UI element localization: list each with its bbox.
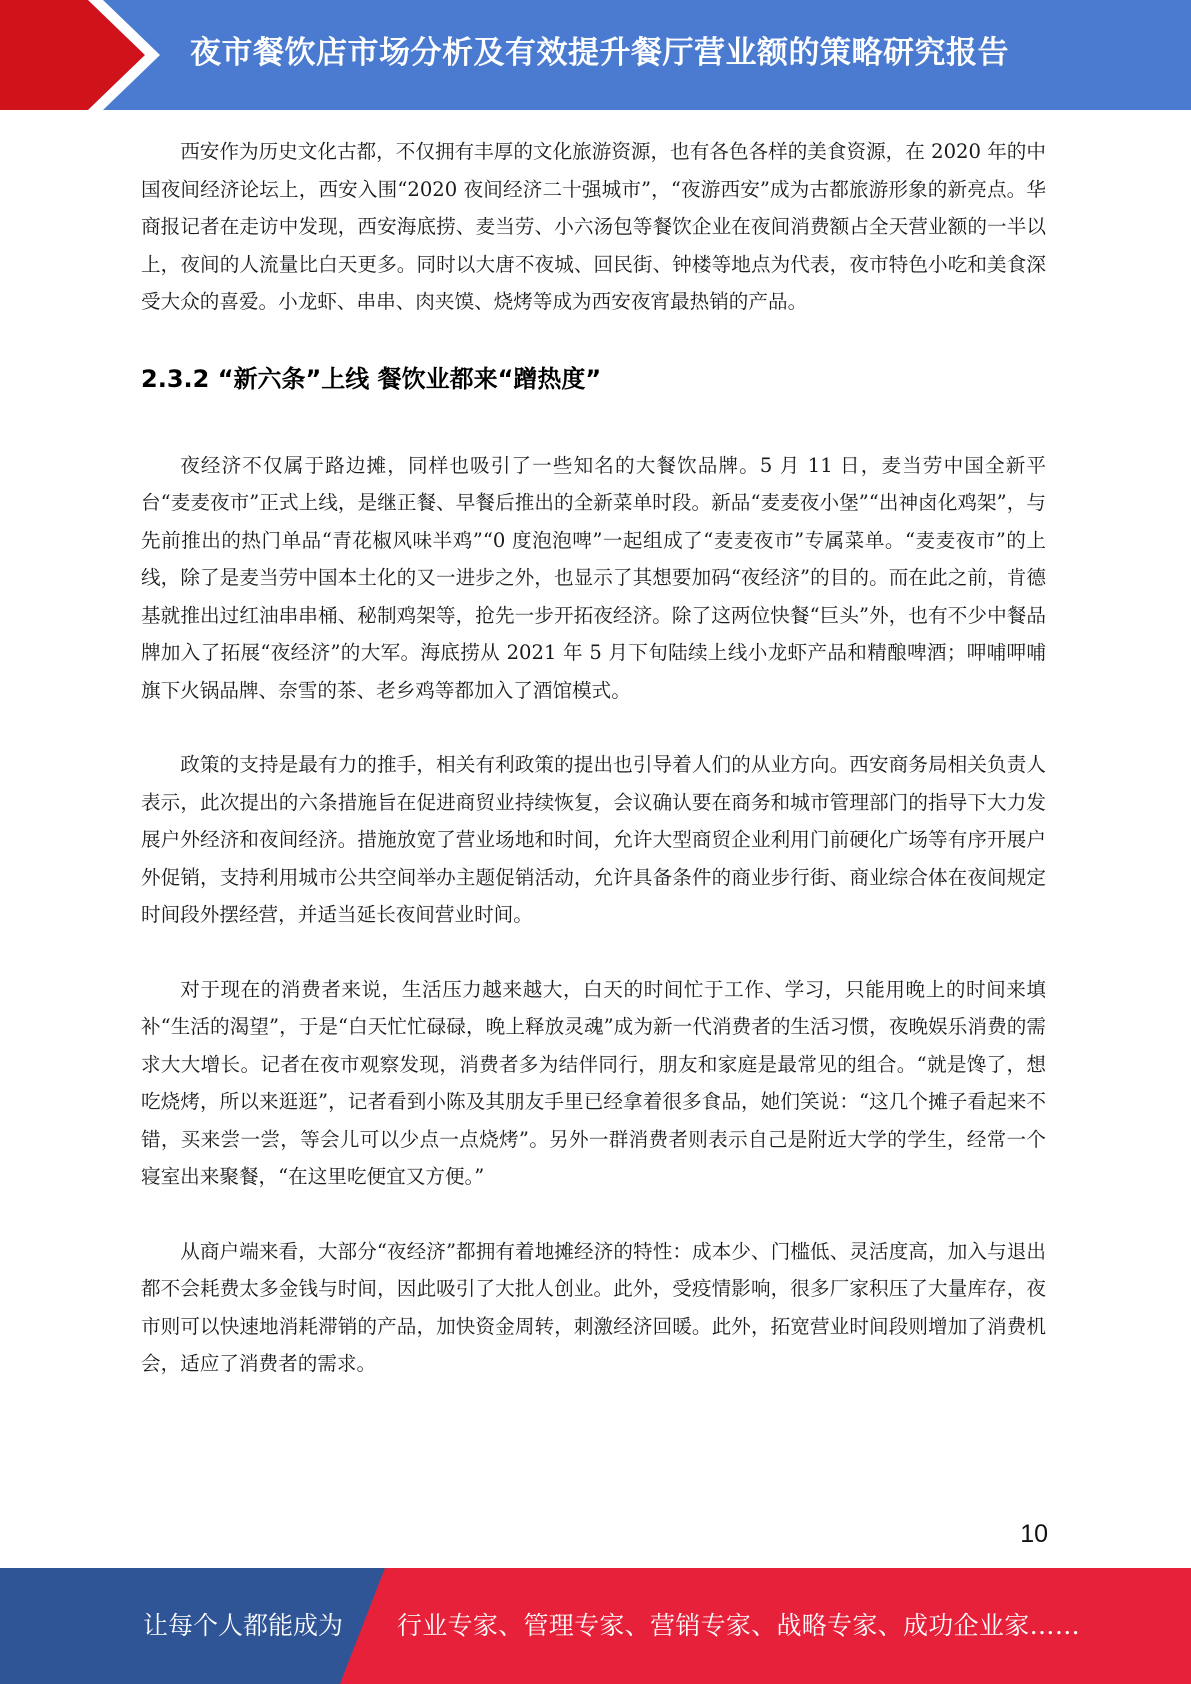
page-content <box>141 133 1046 1383</box>
page-header <box>0 0 1191 110</box>
paragraph-xian-night-economy: 西安作为历史文化古都，不仅拥有丰厚的文化旅游资源，也有各色各样的美食资源，在 2020 年的中国夜间经济论坛上，西安入围“2020 夜间经济二十强城市”，“夜游西安”成为古都旅游形象的新亮点。华商报记者在走访中发现，西安海底捞、麦当劳、小六汤包等餐饮企业在夜间消费额占全天营业额的一半以上，夜间的人流量比白天更多。同时以大唐不夜城、回民街、钟楼等地点为代表，夜市特色小吃和美食深受大众的喜爱。小龙虾、串串、肉夹馍、烧烤等成为西安夜宵最热销的产品。 <box>141 140 1046 313</box>
section-heading: 2.3.2 “新六条”上线 餐饮业都来“蹭热度” <box>141 364 602 393</box>
page-footer <box>0 1568 1191 1684</box>
paragraph-consumer-habits: 对于现在的消费者来说，生活压力越来越大，白天的时间忙于工作、学习，只能用晚上的时间来填补“生活的渴望”，于是“白天忙忙碌碌，晚上释放灵魂”成为新一代消费者的生活习惯，夜晚娱乐消费的需求大大增长。记者在夜市观察发现，消费者多为结伴同行，朋友和家庭是最常见的组合。“就是馋了，想吃烧烤，所以来逛逛”，记者看到小陈及其朋友手里已经拿着很多食品，她们笑说：“这几个摊子看起来不错，买来尝一尝，等会儿可以少点一点烧烤”。另外一群消费者则表示自己是附近大学的学生，经常一个寝室出来聚餐，“在这里吃便宜又方便。” <box>141 977 1046 1188</box>
page-number: 10 <box>1020 1520 1048 1548</box>
paragraph-brands-night-market: 夜经济不仅属于路边摊，同样也吸引了一些知名的大餐饮品牌。5 月 11 日，麦当劳中国全新平台“麦麦夜市”正式上线，是继正餐、早餐后推出的全新菜单时段。新品“麦麦夜小堡”“出神卤化鸡架”，与先前推出的热门单品“青花椒风味半鸡”“0 度泡泡啤”一起组成了“麦麦夜市”专属菜单。“麦麦夜市”的上线，除了是麦当劳中国本土化的又一进步之外，也显示了其想要加码“夜经济”的目的。而在此之前，肯德基就推出过红油串串桶、秘制鸡架等，抢先一步开拓夜经济。除了这两位快餐“巨头”外，也有不少中餐品牌加入了拓展“夜经济”的大军。海底捞从 2021 年 5 月下旬陆续上线小龙虾产品和精酿啤酒；呷哺呷哺旗下火锅品牌、奈雪的茶、老乡鸡等都加入了酒馆模式。 <box>141 453 1046 702</box>
document-title: 夜市餐饮店市场分析及有效提升餐厅营业额的策略研究报告 <box>190 35 1009 71</box>
paragraph-policy-support: 政策的支持是最有力的推手，相关有利政策的提出也引导着人们的从业方向。西安商务局相关负责人表示，此次提出的六条措施旨在促进商贸业持续恢复，会议确认要在商务和城市管理部门的指导下大力发展户外经济和夜间经济。措施放宽了营业场地和时间，允许大型商贸企业利用门前硬化广场等有序开展户外促销，支持利用城市公共空间举办主题促销活动，允许具备条件的商业步行街、商业综合体在夜间规定时间段外摆经营，并适当延长夜间营业时间。 <box>141 753 1046 926</box>
paragraph-merchant-side: 从商户端来看，大部分“夜经济”都拥有着地摊经济的特性：成本少、门槛低、灵活度高，加入与退出都不会耗费太多金钱与时间，因此吸引了大批人创业。此外，受疫情影响，很多厂家积压了大量库存，夜市则可以快速地消耗滞销的产品，加快资金周转，刺激经济回暖。此外，拓宽营业时间段则增加了消费机会，适应了消费者的需求。 <box>141 1239 1046 1375</box>
footer-slogan-left: 让每个人都能成为 <box>143 1611 344 1640</box>
footer-slogan-right: 行业专家、管理专家、营销专家、战略专家、成功企业家…… <box>397 1611 1081 1640</box>
